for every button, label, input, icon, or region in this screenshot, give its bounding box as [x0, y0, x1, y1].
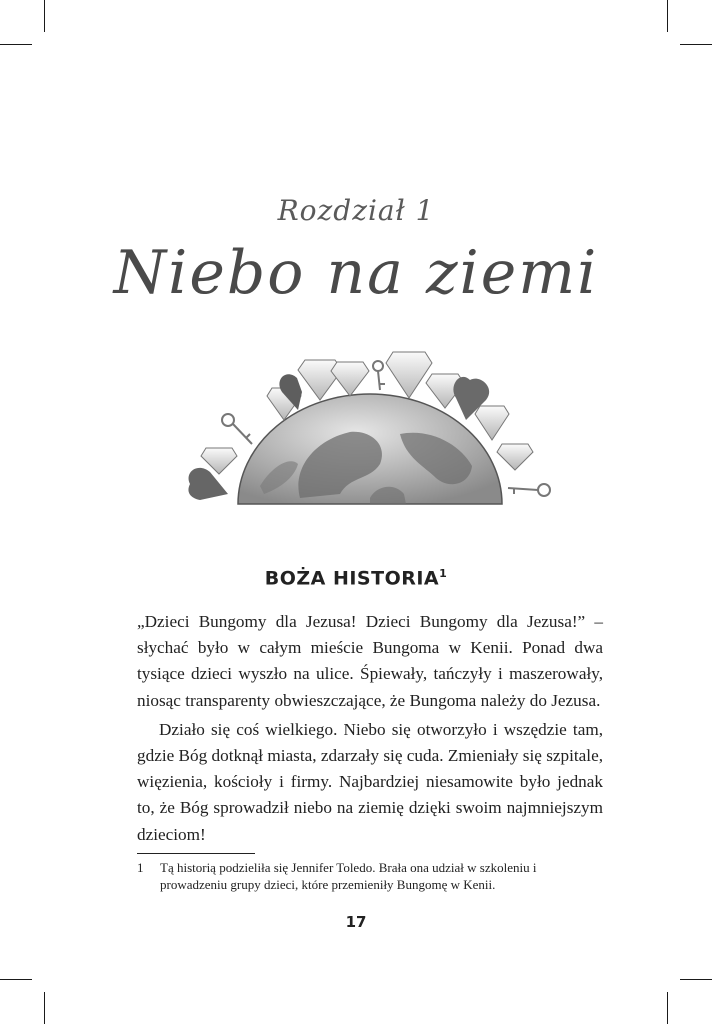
chapter-title: Niebo na ziemi [113, 238, 599, 308]
paragraph: Działo się coś wielkiego. Niebo się otworzyło i wszędzie tam, gdzie Bóg dotknął miasta, zdarzały się cuda. Zmieniały się szpitale, więzienia, kościoły i firmy. Najbardziej niesamowite było jednak to, że Bóg sprowadził niebo na ziemię dzięki swoim najmniejszym dzieciom! [137, 719, 603, 844]
paragraph: „Dzieci Bungomy dla Jezusa! Dzieci Bungomy dla Jezusa!” – słychać było w całym mieście Bungoma w Kenii. Ponad dwa tysiące dzieci wyszło na ulice. Śpiewały, tańczyły i maszerowały, niosąc transparenty obwieszczające, że Bungoma należy do Jezusa. [137, 612, 603, 710]
chapter-label: Rozdział 1 [277, 194, 435, 227]
body-text [137, 609, 603, 848]
footnote-text: Tą historią podzieliła się Jennifer Toledo. Brała ona udział w szkoleniu i prowadzeniu grupy dzieci, które przemieniły Bungomę w Kenii. [160, 860, 537, 892]
section-heading-text: BOŻA HISTORIA [264, 567, 440, 590]
footnote-divider [137, 853, 255, 854]
footnote [137, 859, 603, 893]
section-heading [0, 567, 712, 589]
footnote-reference: 1 [439, 567, 448, 580]
footnote-number: 1 [137, 860, 144, 875]
globe-illustration [180, 348, 560, 508]
page-number: 17 [345, 913, 367, 931]
